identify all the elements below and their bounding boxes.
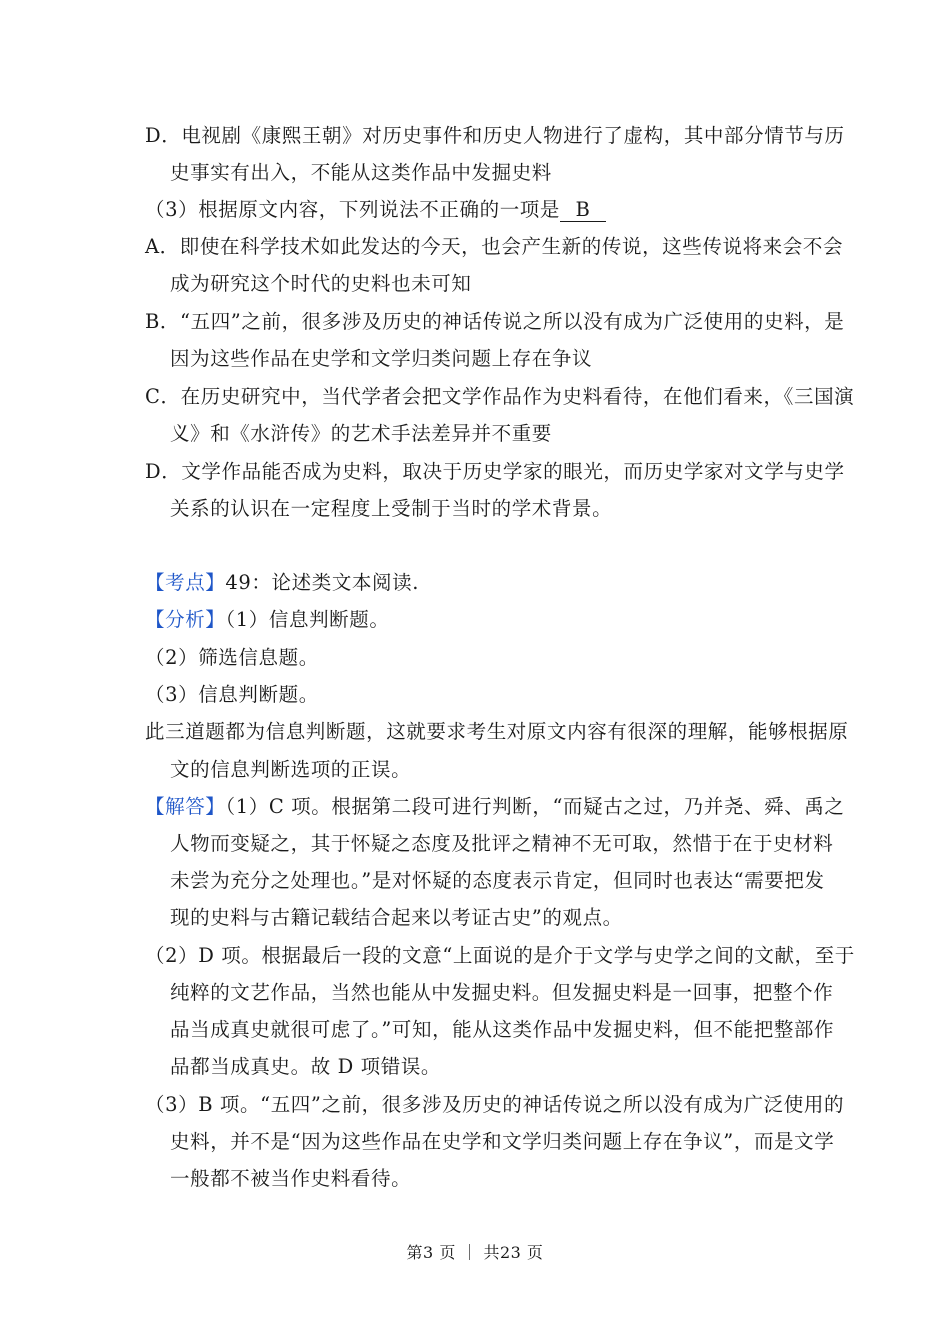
option-c-line-1: C．在历史研究中，当代学者会把文学作品作为史料看待，在他们看来，《三国演 [145,385,855,408]
option-d2-line-1: D．文学作品能否成为史料，取决于历史学家的眼光，而历史学家对文学与史学 [145,460,845,483]
fenxi-item-3: （3）信息判断题。 [145,683,319,706]
option-d2-line-2: 关系的认识在一定程度上受制于当时的学术背景。 [170,497,613,520]
kaodian-text: 49：论述类文本阅读. [225,571,420,594]
fenxi-para-line-2: 文的信息判断选项的正误。 [170,758,412,781]
option-b-line-2: 因为这些作品在史学和文学归类问题上存在争议 [170,347,593,370]
fenxi-label: 【分析】 [145,608,226,631]
option-a-line-2: 成为研究这个时代的史料也未可知 [170,272,472,295]
jieda-line-5: （2）D 项。根据最后一段的文意“上面说的是介于文学与史学之间的文献，至于 [145,944,855,967]
fenxi-item-2: （2）筛选信息题。 [145,646,319,669]
fenxi-first: （1）信息判断题。 [225,608,390,631]
jieda-label: 【解答】 [145,795,226,818]
jieda-line-6: 纯粹的文艺作品，当然也能从中发掘史料。但发掘史料是一回事，把整个作 [170,981,834,1004]
option-d-line-2: 史事实有出入，不能从这类作品中发掘史料 [170,161,552,184]
option-b-line-1: B．“五四”之前，很多涉及历史的神话传说之所以没有成为广泛使用的史料，是 [145,310,845,333]
question-3-text: （3）根据原文内容，下列说法不正确的一项是 [145,198,561,221]
kaodian-label: 【考点】 [145,571,226,594]
option-c-line-2: 义》和《水浒传》的艺术手法差异并不重要 [170,422,552,445]
fenxi-para-line-1: 此三道题都为信息判断题，这就要求考生对原文内容有很深的理解，能够根据原 [145,720,849,743]
jieda-line-8: 品都当成真史。故 D 项错误。 [170,1055,442,1078]
jieda-line-9: （3）B 项。“五四”之前，很多涉及历史的神话传说之所以没有成为广泛使用的 [145,1093,845,1116]
jieda-line-4: 现的史料与古籍记载结合起来以考证古史”的观点。 [170,906,623,929]
jieda-line-2: 人物而变疑之，其于怀疑之态度及批评之精神不无可取，然惜于在于史材料 [170,832,834,855]
jieda-line-10: 史料，并不是“因为这些作品在史学和文学归类问题上存在争议”，而是文学 [170,1130,835,1153]
jieda-line-3: 未尝为充分之处理也。”是对怀疑的态度表示肯定，但同时也表达“需要把发 [170,869,825,892]
option-d-line-1: D．电视剧《康熙王朝》对历史事件和历史人物进行了虚构，其中部分情节与历 [145,124,845,147]
question-3 [145,196,813,223]
page-footer: 第3 页 ｜ 共23 页 [406,1243,544,1262]
jieda-line-1 [145,793,845,820]
fenxi-line [145,606,813,633]
kaodian-line [145,569,813,596]
option-a-line-1: A．即使在科学技术如此发达的今天，也会产生新的传说，这些传说将来会不会 [145,235,844,258]
answer-blank: B [560,199,606,222]
jieda-line-11: 一般都不被当作史料看待。 [170,1167,412,1190]
jieda-line-7: 品当成真史就很可虑了。”可知，能从这类作品中发掘史料，但不能把整部作 [170,1018,835,1041]
jieda-text-1: （1）C 项。根据第二段可进行判断，“而疑古之过，乃并尧、舜、禹之 [225,795,845,818]
